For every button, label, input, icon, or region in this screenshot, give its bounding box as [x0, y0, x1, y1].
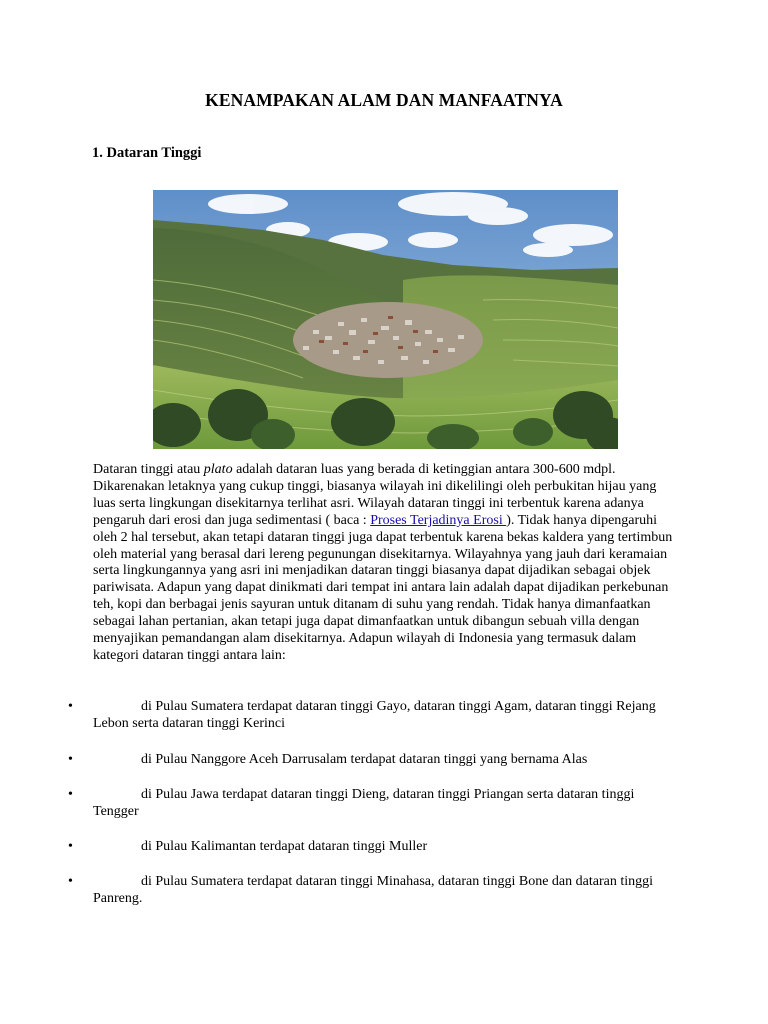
- bullet-icon: •: [68, 787, 73, 802]
- paragraph-italic-term: plato: [203, 462, 233, 477]
- bullet-icon: •: [68, 699, 73, 714]
- page-title: KENAMPAKAN ALAM DAN MANFAATNYA: [205, 90, 563, 110]
- bullet-icon: •: [68, 874, 73, 889]
- body-paragraph: [93, 462, 675, 665]
- list-item-text: di Pulau Jawa terdapat dataran tinggi Dieng, dataran tinggi Priangan serta dataran tinggi Tengger: [93, 787, 635, 819]
- list-item-text: di Pulau Sumatera terdapat dataran tinggi Gayo, dataran tinggi Agam, dataran tinggi Rejang Lebon serta dataran tinggi Kerinci: [93, 699, 656, 731]
- erosion-process-link[interactable]: Proses Terjadinya Erosi: [370, 512, 507, 528]
- bullet-icon: •: [68, 752, 73, 767]
- section-heading: 1. Dataran Tinggi: [92, 145, 202, 161]
- plateau-landscape-image: [153, 190, 618, 449]
- paragraph-text-part2: adalah dataran luas yang berada di ketinggian antara 300-600 mdpl. Dikarenakan letaknya yang cukup tinggi, biasanya wilayah ini dikelilingi oleh perbukitan hijau yang luas serta lingkungan disekitarnya terlihat asri. Wilayah dataran tinggi ini terbentuk karena adanya pengaruh dari erosi dan juga sedimentasi ( baca :: [93, 462, 657, 528]
- list-item-text: di Pulau Kalimantan terdapat dataran tinggi Muller: [141, 839, 428, 854]
- list-item-text: di Pulau Nanggore Aceh Darrusalam terdapat dataran tinggi yang bernama Alas: [141, 752, 588, 767]
- bullet-icon: •: [68, 839, 73, 854]
- list-item-text: di Pulau Sumatera terdapat dataran tinggi Minahasa, dataran tinggi Bone dan dataran tinggi Panreng.: [93, 874, 654, 906]
- paragraph-text-part1: Dataran tinggi atau: [93, 462, 204, 477]
- paragraph-text-part3: ). Tidak hanya dipengaruhi oleh 2 hal tersebut, akan tetapi dataran tinggi juga dapat terbentuk karena bekas kaldera yang tertimbun oleh material yang berasal dari lereng pegunungan disekitarnya. Wilayahnya yang jauh dari keramaian serta lingkungannya yang asri ini menjadikan dataran tinggi biasanya dapat dijadikan sebagai objek pariwisata. Adapun yang dapat dinikmati dari tempat ini antara lain adalah dapat dijadikan perkebunan teh, kopi dan berbagai jenis sayuran untuk ditanam di suhu yang rendah. Tidak hanya dimanfaatkan sebagai lahan pertanian, akan tetapi juga dapat dimanfaatkan untuk dibangun sebuah villa dengan menyajikan pemandangan alam disekitarnya. Adapun wilayah di Indonesia yang termasuk dalam kategori dataran tinggi antara lain:: [93, 512, 673, 663]
